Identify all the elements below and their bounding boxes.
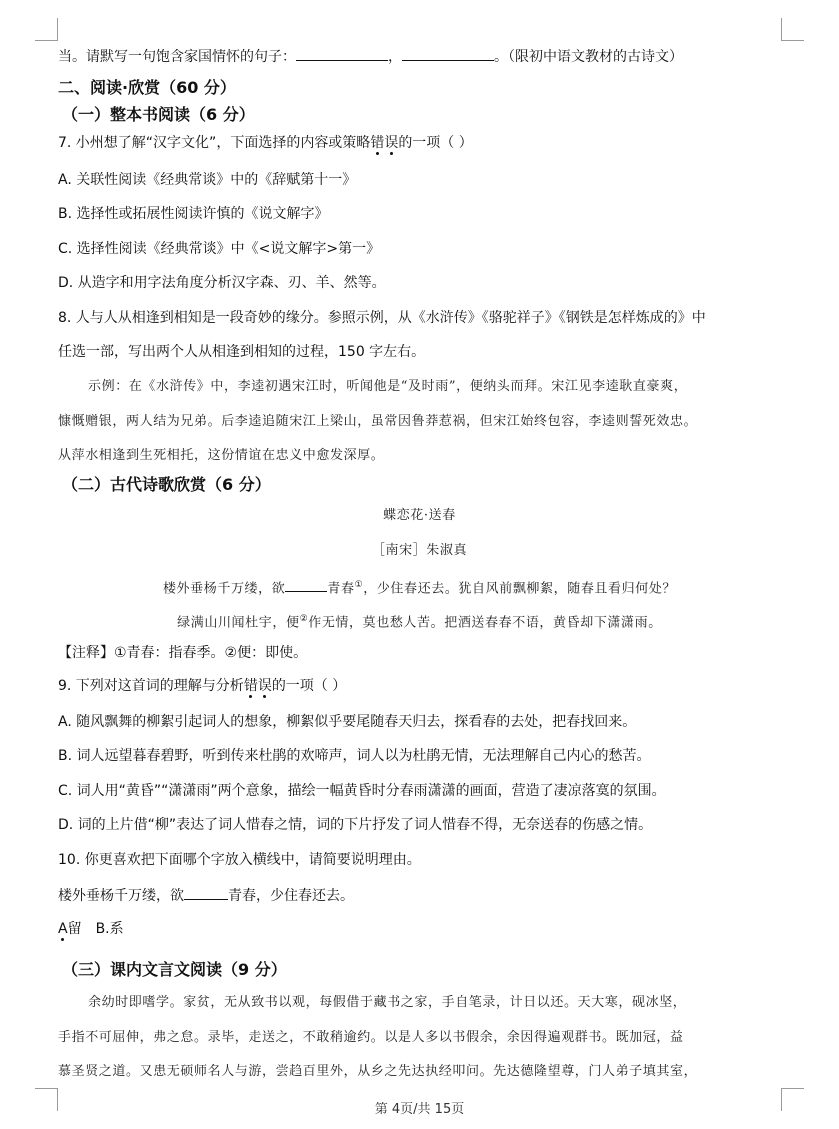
poem-blank[interactable] xyxy=(285,577,327,592)
poem-line-2-start: 绿满山川闻杜宇，便 xyxy=(177,615,300,631)
q6-tail-suffix: 。（限初中语文教材的古诗文） xyxy=(494,49,683,65)
footnote-marker-1: ① xyxy=(354,580,364,590)
q8-stem-line-1: 8. 人与人从相逢到相知是一段奇妙的缘分。参照示例，从《水浒传》《骆驼祥子》《钢铁是怎样炼成的》中 xyxy=(58,310,706,326)
q9-option-c: C. 词人用“黄昏”“潇潇雨”两个意象，描绘一幅黄昏时分春雨潇潇的画面，营造了凄凉落寞的氛围。 xyxy=(58,783,666,799)
q6-tail-text: 当。请默写一句饱含家国情怀的句子： xyxy=(58,49,296,65)
q8-example-line-3: 从萍水相逢到生死相托，这份情谊在忠义中愈发深厚。 xyxy=(58,448,385,463)
q10-stem: 10. 你更喜欢把下面哪个字放入横线中，请简要说明理由。 xyxy=(58,852,421,868)
q9-stem-end: 的一项（ ） xyxy=(271,678,347,694)
answer-blank-2[interactable] xyxy=(402,46,494,61)
answer-blank-1[interactable] xyxy=(296,46,388,61)
poem-line-1 xyxy=(0,575,839,599)
part3-title: （三）课内文言文阅读（9 分） xyxy=(62,960,287,979)
q7-stem-end: 的一项（ ） xyxy=(398,135,473,151)
passage-line-3: 慕圣贤之道。又患无硕师名人与游，尝趋百里外，从乡之先达执经叩问。先达德隆望尊，门人弟子填其室， xyxy=(58,1064,698,1079)
part2-title: （二）古代诗歌欣赏（6 分） xyxy=(62,475,271,494)
q7-option-d: D. 从造字和用字法角度分析汉字森、刃、羊、然等。 xyxy=(58,275,386,291)
q7-option-c: C. 选择性阅读《经典常谈》中《<说文解字>第一》 xyxy=(58,241,381,257)
q7-stem xyxy=(58,133,473,153)
poem-line-1-end: ，少住春还去。犹自风前飘柳絮，随春且看归何处？ xyxy=(363,581,677,597)
q8-stem-line-2: 任选一部，写出两个人从相逢到相知的过程，150 字左右。 xyxy=(58,344,426,360)
q7-option-a: A. 关联性阅读《经典常谈》中的《辞赋第十一》 xyxy=(58,172,357,188)
poem-line-1-start: 楼外垂杨千万缕，欲 xyxy=(162,581,286,597)
poem-title: 蝶恋花·送春 xyxy=(383,508,456,523)
q9-option-d: D. 词的上片借“柳”表达了词人惜春之情，词的下片抒发了词人惜春不得，无奈送春的伤感之情。 xyxy=(58,817,653,833)
section2-title: 二、阅读·欣赏（60 分） xyxy=(58,78,236,97)
q6-tail-line xyxy=(58,46,683,67)
footnote-marker-2: ② xyxy=(299,614,309,624)
crop-mark-top-left xyxy=(35,18,58,41)
q8-example-line-2: 慷慨赠银，两人结为兄弟。后李逵追随宋江上梁山，虽常因鲁莽惹祸，但宋江始终包容，李逵则誓死效忠。 xyxy=(58,414,698,429)
poem-line-2-end: 作无情，莫也愁人苦。把酒送春春不语，黄昏却下潇潇雨。 xyxy=(308,615,662,631)
q10-option-a-label: A xyxy=(58,921,68,937)
crop-mark-top-right xyxy=(781,18,804,41)
q10-option-a: 留 xyxy=(67,921,82,937)
q9-option-b: B. 词人远望暮春碧野，听到传来杜鹃的欢啼声，词人以为杜鹃无情，无法理解自己内心的愁苦。 xyxy=(58,748,651,764)
q9-option-a: A. 随风飘舞的柳絮引起词人的想象，柳絮似乎要尾随春天归去，探看春的去处，把春找回来。 xyxy=(58,714,637,730)
q7-stem-text: 7. 小州想了解“汉字文化”，下面选择的内容或策略 xyxy=(58,135,371,151)
q7-option-b: B. 选择性或拓展性阅读许慎的《说文解字》 xyxy=(58,206,329,222)
q10-option-b: B.系 xyxy=(95,921,124,937)
poem-line-2 xyxy=(0,609,839,633)
emphasis-char: 误 xyxy=(384,135,399,151)
emphasis-char: 误 xyxy=(257,678,272,694)
q6-tail-separator: ， xyxy=(388,49,402,65)
emphasis-char: 错 xyxy=(370,135,385,151)
q9-stem-text: 9. 下列对这首词的理解与分析 xyxy=(58,678,244,694)
passage-line-1: 余幼时即嗜学。家贫，无从致书以观，每假借于藏书之家，手自笔录，计日以还。天大寒，砚冰坚， xyxy=(88,995,687,1010)
q10-poem-line xyxy=(58,885,354,906)
q9-stem xyxy=(58,676,346,696)
poem-author: ［南宋］朱淑真 xyxy=(371,543,468,558)
q10-line-start: 楼外垂杨千万缕，欲 xyxy=(58,888,184,904)
q10-blank[interactable] xyxy=(184,885,228,900)
poem-notes: 【注释】①青春：指春季。②便：即使。 xyxy=(58,645,308,661)
passage-line-2: 手指不可屈伸，弗之怠。录毕，走送之，不敢稍逾约。以是人多以书假余，余因得遍观群书。既加冠，益 xyxy=(58,1030,684,1045)
q10-line-end: 青春，少住春还去。 xyxy=(228,888,354,904)
emphasis-char: 错 xyxy=(243,678,258,694)
poem-line-1-word: 青春 xyxy=(327,581,355,597)
part1-title: （一）整本书阅读（6 分） xyxy=(62,105,255,124)
page-number: 第 4页/共 15页 xyxy=(374,1102,465,1117)
q8-example-line-1: 示例：在《水浒传》中，李逵初遇宋江时，听闻他是“及时雨”，便纳头而拜。宋江见李逵耿直豪爽， xyxy=(88,379,688,394)
q10-options xyxy=(58,919,124,939)
